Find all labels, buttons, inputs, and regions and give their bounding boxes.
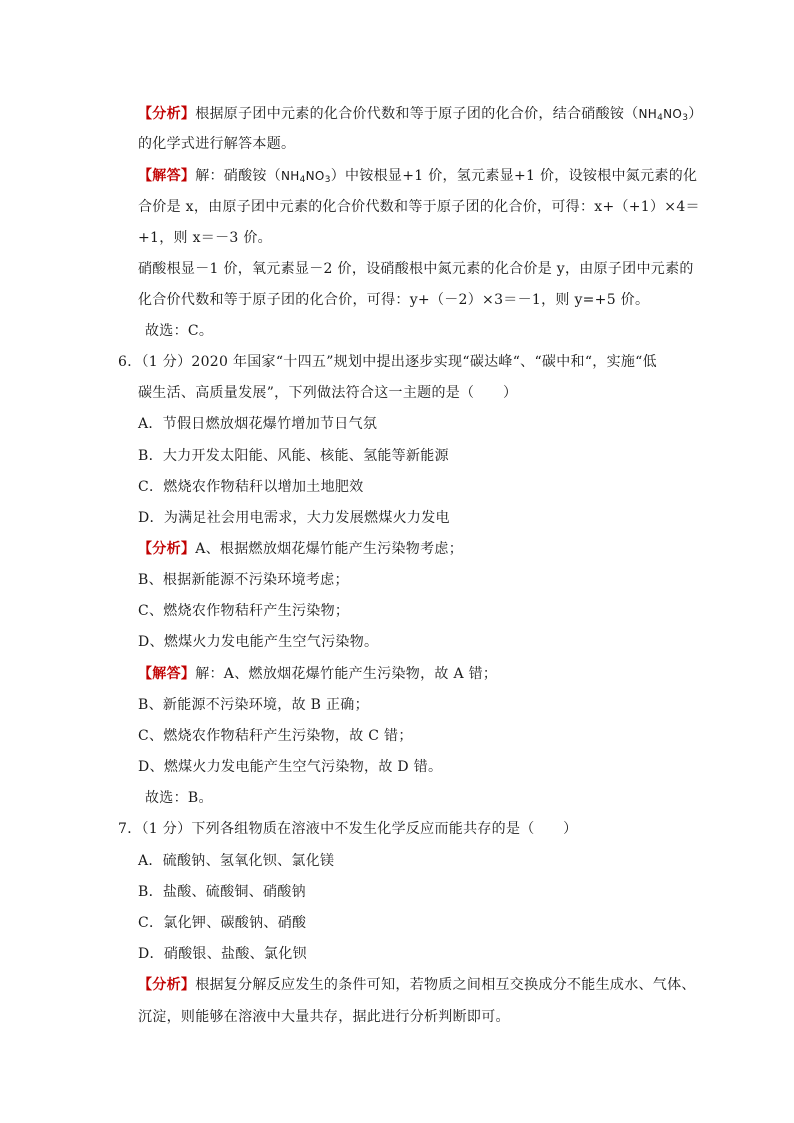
q6-analysis-line-2: B、根据新能源不污染环境考虑； — [138, 572, 349, 588]
q6-answer-line-1: 【解答】解：A、燃放烟花爆竹能产生污染物，故 A 错； — [138, 666, 498, 682]
q7-stem: 7．（1 分）下列各组物质在溶液中不发生化学反应而能共存的是（ ） — [118, 821, 578, 837]
q6-analysis-line-4: D、燃煤火力发电能产生空气污染物。 — [138, 634, 379, 650]
q6-conclusion: 故选：B。 — [145, 790, 213, 806]
answer-tag: 【解答】 — [138, 666, 196, 682]
q6-option-b: B．大力开发太阳能、风能、核能、氢能等新能源 — [138, 448, 449, 464]
q6-answer-line-4: D、燃煤火力发电能产生空气污染物，故 D 错。 — [138, 759, 443, 775]
q5-answer-line-2: 合价是 x，由原子团中元素的化合价代数和等于原子团的化合价，可得：x+（+1）×4＝ — [138, 199, 700, 215]
q7-option-d: D．硝酸银、盐酸、氯化钡 — [138, 946, 307, 962]
q7-analysis-line-2: 沉淀，则能够在溶液中大量共存，据此进行分析判断即可。 — [138, 1009, 510, 1025]
q7-option-c: C．氯化钾、碳酸钠、硝酸 — [138, 915, 307, 931]
q5-answer-line-5: 化合价代数和等于原子团的化合价，可得：y+（－2）×3＝－1，则 y=+5 价。 — [138, 292, 650, 308]
q6-option-a: A．节假日燃放烟花爆竹增加节日气氛 — [138, 416, 378, 432]
q6-stem-line-1: 6．（1 分）2020 年国家“十四五”规划中提出逐步实现“碳达峰“、“碳中和“，实施“低 — [118, 354, 657, 370]
chemical-formula: $NH_4NO_3$ — [638, 107, 689, 123]
q5-analysis-line-2: 的化学式进行解答本题。 — [138, 136, 296, 152]
q5-analysis-line-1: 【分析】根据原子团中元素的化合价代数和等于原子团的化合价，结合硝酸铵$(NH_4NO_3)$ — [138, 106, 703, 123]
q6-answer-line-3: C、燃烧农作物秸秆产生污染物，故 C 错； — [138, 728, 413, 744]
q6-stem-line-2: 碳生活、高质量发展”，下列做法符合这一主题的是（ ） — [138, 385, 518, 401]
analysis-tag: 【分析】 — [138, 541, 196, 557]
q7-option-a: A．硫酸钠、氢氧化钡、氯化镁 — [138, 853, 335, 869]
answer-tag: 【解答】 — [138, 168, 196, 184]
q6-analysis-line-1: 【分析】A、根据燃放烟花爆竹能产生污染物考虑； — [138, 541, 464, 557]
q5-conclusion: 故选：C。 — [145, 323, 214, 339]
q5-answer-line-4: 硝酸根显－1 价，氧元素显－2 价，设硝酸根中氮元素的化合价是 y，由原子团中元素的 — [138, 261, 694, 277]
q6-option-c: C．燃烧农作物秸秆以增加土地肥效 — [138, 479, 364, 495]
q6-option-d: D．为满足社会用电需求，大力发展燃煤火力发电 — [138, 510, 450, 526]
q5-answer-line-3: +1，则 x＝－3 价。 — [138, 230, 272, 246]
q6-answer-line-2: B、新能源不污染环境，故 B 正确； — [138, 697, 369, 713]
q5-answer-line-1: 【解答】解：硝酸铵$(NH_4NO_3)$中铵根显+1 价，氢元素显+1 价，设铵根中氮元素的化 — [138, 168, 698, 185]
chemical-formula: $NH_4NO_3$ — [281, 169, 331, 185]
analysis-tag: 【分析】 — [138, 106, 196, 122]
q6-analysis-line-3: C、燃烧农作物秸秆产生污染物； — [138, 603, 350, 619]
analysis-tag: 【分析】 — [138, 977, 196, 993]
q7-option-b: B．盐酸、硫酸铜、硝酸钠 — [138, 884, 306, 900]
q7-analysis-line-1: 【分析】根据复分解反应发生的条件可知，若物质之间相互交换成分不能生成水、气体、 — [138, 977, 696, 993]
